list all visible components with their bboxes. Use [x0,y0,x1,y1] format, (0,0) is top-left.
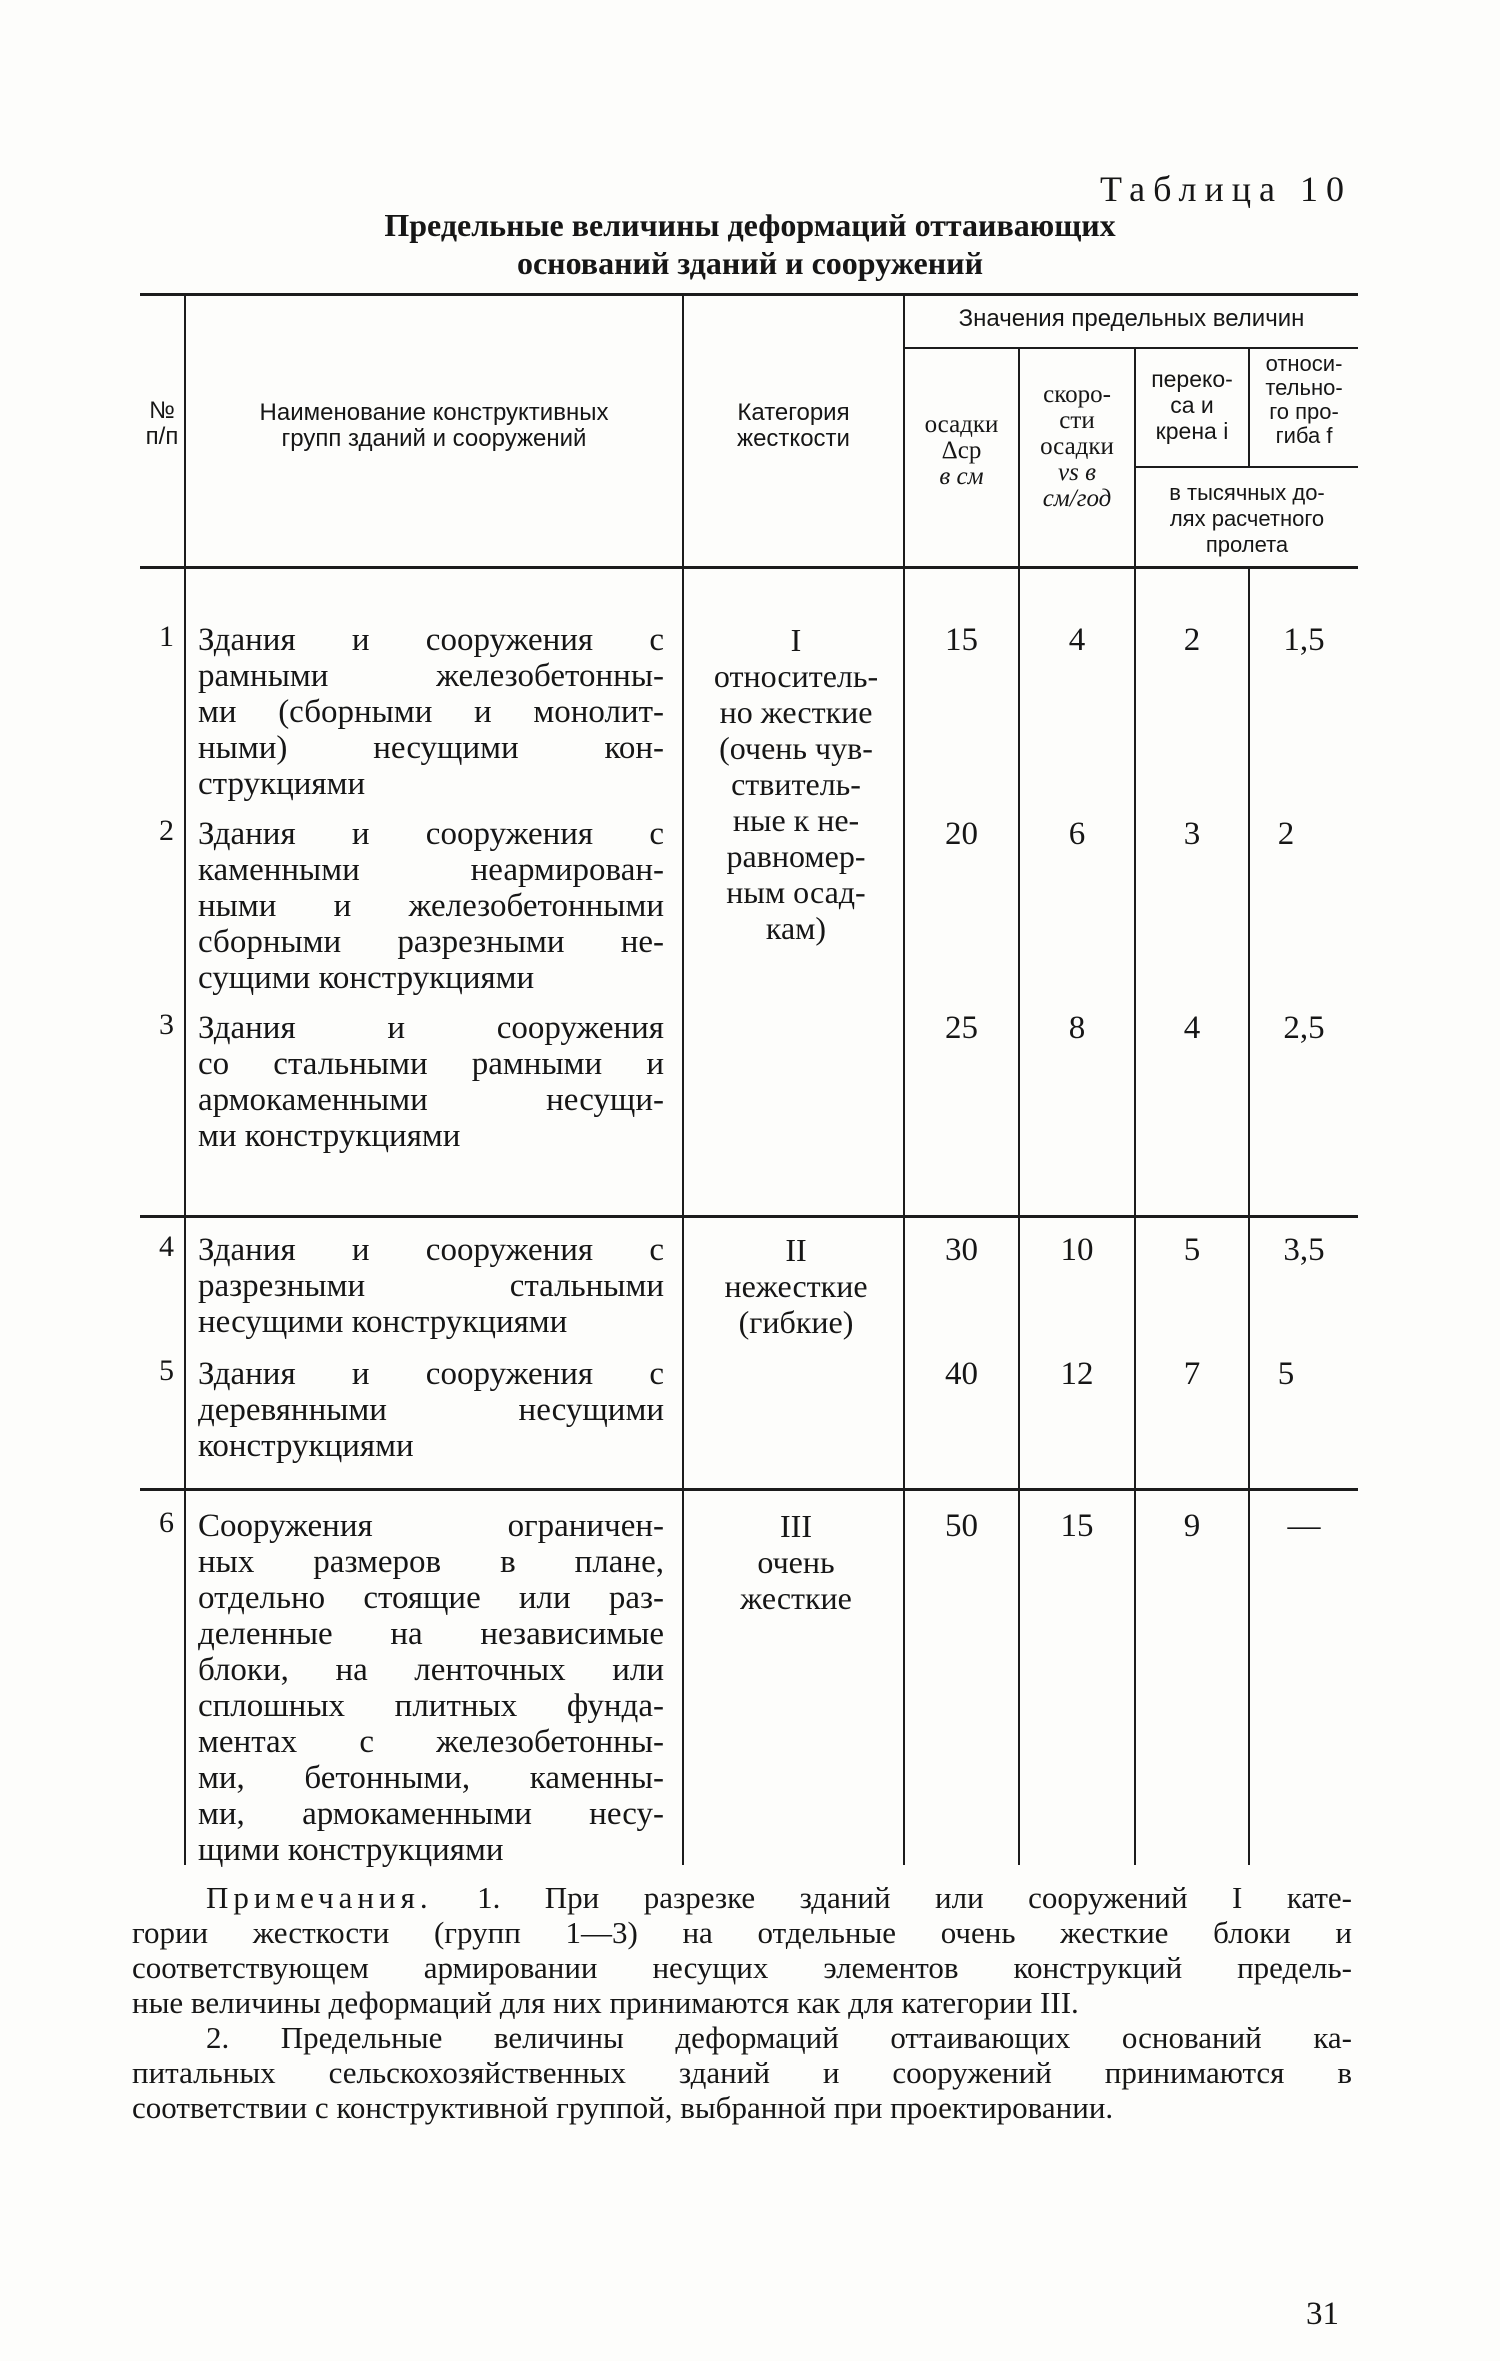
deflection-value: 3,5 [1283,1232,1325,1268]
row-number: 5 [159,1354,174,1387]
table-notes [132,1880,1352,2125]
row-number: 1 [159,620,174,653]
col-rule-tilt-body [1248,568,1250,1865]
category-cell-1: I относитель- но жесткие (очень чув- ствитель- ные к не- равномер- ным осад- кам) [713,622,879,946]
tilt-value: 7 [1183,1356,1201,1392]
note-1-line-1: Примечания. 1. При разрезке зданий или сооружений I кате- [206,1880,1352,1915]
deflection-value: — [1287,1508,1321,1544]
row-name: Здания и сооружения с каменными неармирован- ными и железобетонными сборными разрезными не- сущими конструкциями [198,816,664,996]
deflection-value: 2 [1277,816,1295,852]
page-number: 31 [1306,2296,1339,2332]
row-number: 3 [159,1008,174,1041]
settlement-value: 50 [945,1508,978,1544]
row-name: Здания и сооружения со стальными рамными и армокаменными несущи- ми конструкциями [198,1010,664,1154]
col-rule-category [903,295,905,1865]
settlement-value: 25 [945,1010,978,1046]
row-number: 6 [159,1506,174,1539]
col-rule-number [184,295,186,1865]
deflection-value: 2,5 [1283,1010,1325,1046]
tilt-value: 2 [1183,622,1201,658]
unit-note-rule [1136,466,1358,468]
note-2-line-2: питальных сельскохозяйственных зданий и сооружений принимаются в [132,2055,1352,2090]
header-bottom-rule [140,566,1358,569]
header-tilt: переко- са и крена i [1151,366,1233,444]
header-settlement: осадки Δср в см [924,411,999,490]
tilt-value: 9 [1183,1508,1201,1544]
header-settlement-rate: скоро- сти осадки vs в см/год [1040,381,1114,512]
settlement-value: 30 [945,1232,978,1268]
settlement-rate-value: 10 [1060,1232,1094,1268]
table-title-line-2: оснований зданий и сооружений [516,245,984,281]
header-values-group: Значения предельных величин [958,305,1305,332]
deflection-value: 5 [1277,1356,1295,1392]
note-2-line-1: 2. Предельные величины деформаций оттаивающих оснований ка- [206,2020,1352,2055]
settlement-value: 20 [945,816,978,852]
note-1-line-2: гории жесткости (групп 1—3) на отдельные очень жесткие блоки и [132,1915,1352,1950]
category-cell-3: III очень жесткие [740,1508,852,1616]
col-rule-name [682,295,684,1865]
settlement-rate-value: 8 [1068,1010,1086,1046]
header-number: № п/п [145,397,179,450]
row-number: 4 [159,1230,174,1263]
tilt-value: 4 [1183,1010,1201,1046]
table-label: Таблица 10 [1100,169,1352,209]
header-name: Наименование конструктивных групп зданий и сооружений [259,399,609,452]
tilt-value: 3 [1183,816,1201,852]
settlement-rate-value: 12 [1060,1356,1094,1392]
settlement-value: 40 [945,1356,978,1392]
settlement-rate-value: 6 [1068,816,1086,852]
settlement-rate-value: 4 [1068,622,1086,658]
header-category: Категория жесткости [737,399,850,452]
category-cell-2: II нежесткие (гибкие) [724,1232,868,1340]
tilt-value: 5 [1183,1232,1201,1268]
row-name: Сооружения ограничен- ных размеров в плане, отдельно стоящие или раз- деленные на независимые блоки, на ленточных или сплошных плитных фунда- ментах с железобетонны- ми, бетонными, каменны- ми, армокаменными несу- щими конструкциями [198,1508,664,1868]
row-name: Здания и сооружения с деревянными несущими конструкциями [198,1356,664,1464]
header-unit-note: в тысячных до- лях расчетного пролета [1169,480,1325,557]
note-2-line-3: соответствии с конструктивной группой, выбранной при проектировании. [132,2090,1114,2125]
note-1-line-4: ные величины деформаций для них принимаются как для категории III. [132,1985,1079,2020]
header-deflection: относи- тельно- го про- гиба f [1265,351,1343,448]
settlement-rate-value: 15 [1060,1508,1094,1544]
values-group-rule [903,347,1358,349]
row-number: 2 [159,814,174,847]
row-name: Здания и сооружения с рамными железобетонны- ми (сборными и монолит- ными) несущими кон- струкциями [198,622,664,802]
note-1-line-3: соответствующем армировании несущих элементов конструкций предель- [132,1950,1352,1985]
table-top-rule [140,293,1358,296]
col-rule-rate [1134,349,1136,1865]
group-rule-2 [140,1488,1358,1491]
row-name: Здания и сооружения с разрезными стальными несущими конструкциями [198,1232,664,1340]
settlement-value: 15 [945,622,978,658]
group-rule-1 [140,1215,1358,1218]
table-title-line-1: Предельные величины деформаций оттаивающих [384,207,1116,243]
deflection-value: 1,5 [1283,622,1325,658]
col-rule-settlement [1018,349,1020,1865]
